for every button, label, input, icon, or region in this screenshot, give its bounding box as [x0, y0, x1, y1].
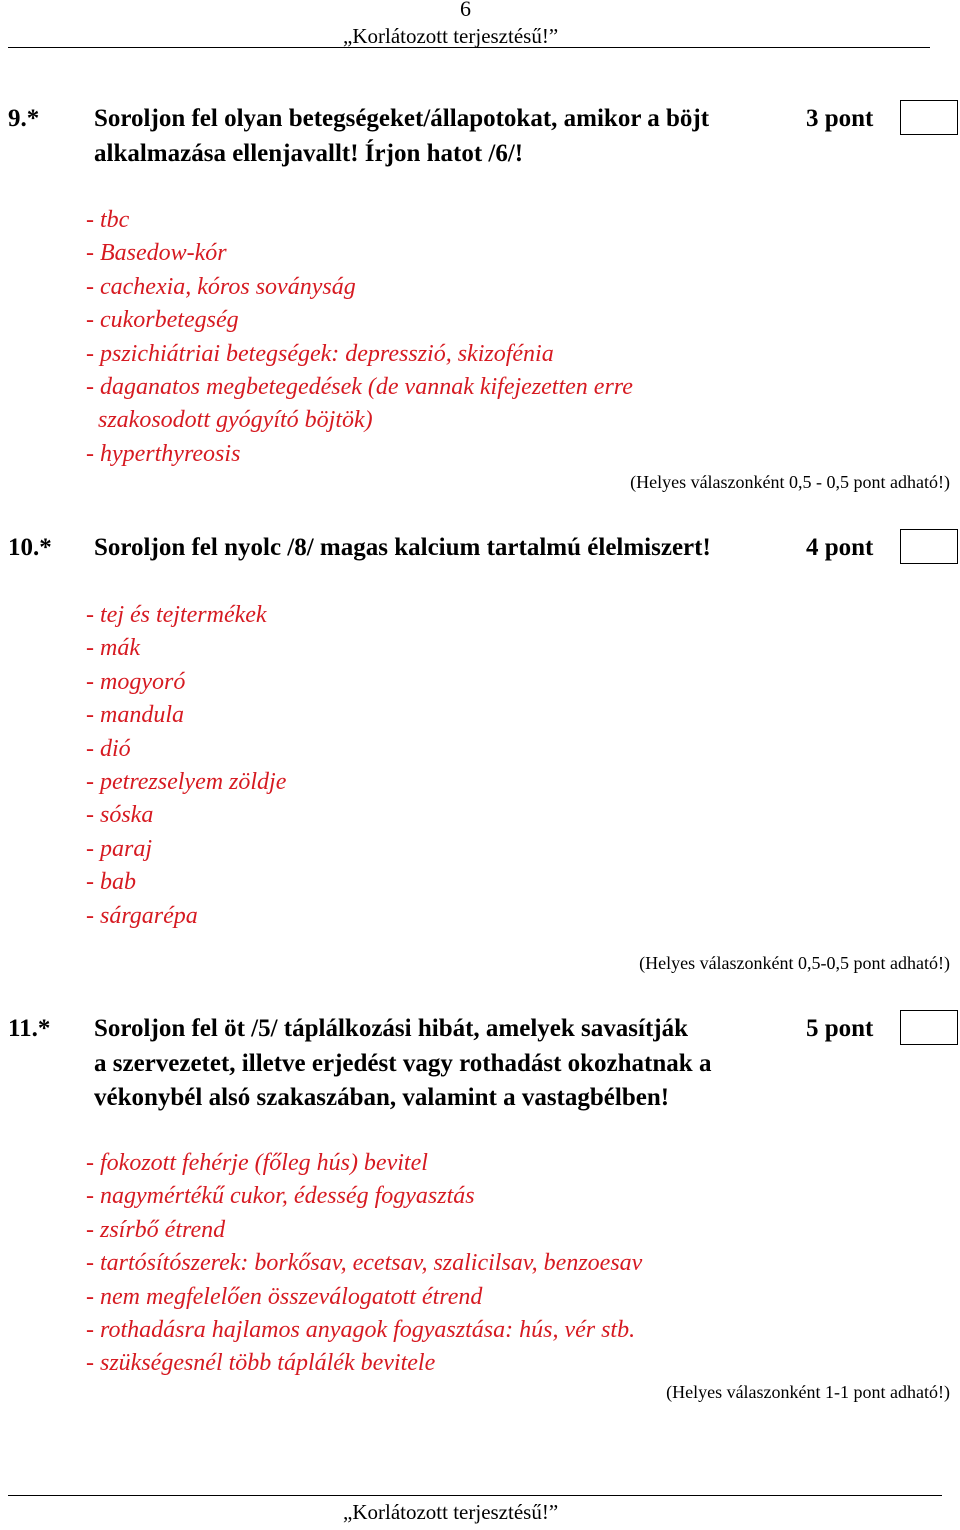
answer-item: - fokozott fehérje (főleg hús) bevitel [86, 1150, 428, 1176]
answer-item: - sóska [86, 802, 154, 829]
answer-item: - daganatos megbetegedések (de vannak kifejezetten erre [86, 374, 633, 401]
answer-item: - mák [86, 635, 140, 662]
answer-item: - paraj [86, 835, 152, 862]
answer-item: - tartósítószerek: borkősav, ecetsav, szalicilsav, benzoesav [86, 1250, 643, 1277]
answer-item: - dió [86, 735, 131, 762]
score-box[interactable] [900, 100, 958, 135]
answer-item: szakosodott gyógyító böjtök) [86, 407, 373, 434]
scoring-note: (Helyes válaszonként 0,5-0,5 pont adható!) [639, 953, 950, 973]
answer-item: - cukorbetegség [86, 307, 239, 334]
answer-item: - szükségesnél több táplálék bevitele [86, 1350, 436, 1377]
answer-list [86, 1147, 642, 1381]
header-divider [8, 47, 930, 48]
question-line: vékonybél alsó szakaszában, valamint a vastagbélben! [94, 1084, 670, 1111]
points-label: 5 pont [806, 1015, 874, 1042]
answer-item: - nagymértékű cukor, édesség fogyasztás [86, 1183, 475, 1210]
footer-divider [8, 1495, 942, 1496]
answer-item: - mogyoró [86, 668, 186, 695]
scoring-note: (Helyes válaszonként 0,5 - 0,5 pont adható!) [630, 472, 950, 492]
scoring-note: (Helyes válaszonként 1-1 pont adható!) [666, 1382, 950, 1402]
answer-item: - tej és tejtermékek [86, 602, 267, 628]
question-line: a szervezetet, illetve erjedést vagy rothadást okozhatnak a [94, 1050, 712, 1077]
question-line: alkalmazása ellenjavallt! Írjon hatot /6/! [94, 140, 524, 167]
header-restricted-label: „Korlátozott terjesztésű!” [343, 24, 559, 48]
points-label: 3 pont [806, 105, 874, 132]
page-number: 6 [460, 0, 471, 21]
answer-item: - hyperthyreosis [86, 440, 241, 467]
question-line: Soroljon fel öt /5/ táplálkozási hibát, amelyek savasítják [94, 1015, 689, 1042]
answer-item: - Basedow-kór [86, 240, 227, 267]
question-number: 9.* [8, 105, 40, 132]
footer-restricted-label: „Korlátozott terjesztésű!” [343, 1500, 559, 1524]
answer-item: - sárgarépa [86, 902, 198, 929]
answer-item: - bab [86, 869, 136, 896]
score-box[interactable] [900, 529, 958, 564]
question-number: 11.* [8, 1015, 51, 1042]
question-number: 10.* [8, 534, 52, 561]
score-box[interactable] [900, 1010, 958, 1045]
answer-item: - zsírbő étrend [86, 1216, 226, 1243]
answer-item: - rothadásra hajlamos anyagok fogyasztása: hús, vér stb. [86, 1317, 636, 1344]
answer-item: - cachexia, kóros soványság [86, 273, 356, 300]
points-label: 4 pont [806, 534, 874, 561]
answer-list [86, 599, 286, 933]
answer-item: - mandula [86, 702, 184, 729]
question-line: Soroljon fel olyan betegségeket/állapotokat, amikor a böjt [94, 105, 710, 132]
answer-item: - pszichiátriai betegségek: depresszió, skizofénia [86, 340, 554, 367]
answer-item: - tbc [86, 207, 130, 233]
answer-item: - nem megfelelően összeválogatott étrend [86, 1283, 483, 1310]
answer-item: - petrezselyem zöldje [86, 769, 287, 796]
question-line: Soroljon fel nyolc /8/ magas kalcium tartalmú élelmiszert! [94, 534, 711, 561]
answer-list [86, 204, 633, 471]
